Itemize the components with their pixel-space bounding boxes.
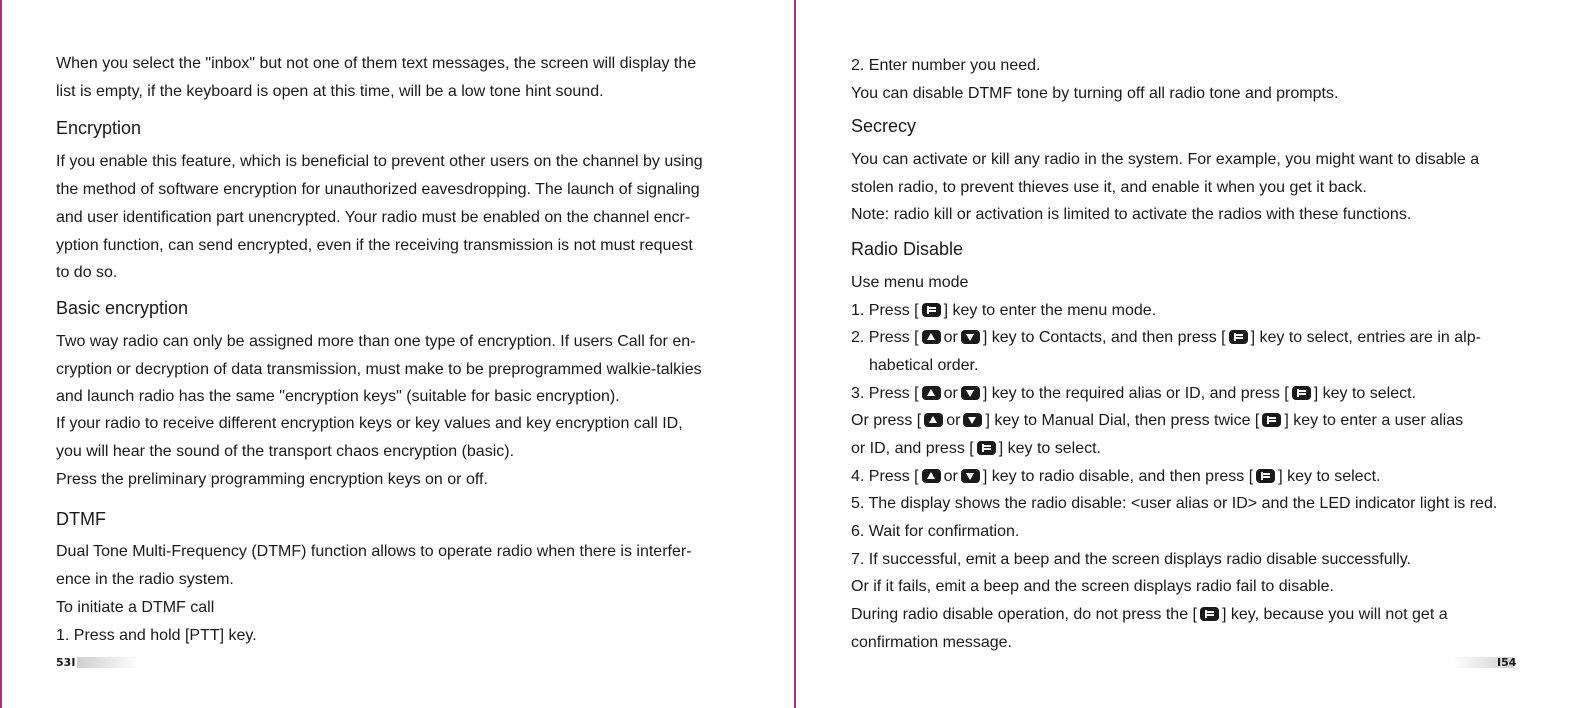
menu-key-icon	[1292, 386, 1311, 400]
step-text: 4. Press [	[851, 468, 919, 485]
up-arrow-key-icon	[922, 330, 941, 344]
step-text: ] key to enter a user alias	[1284, 412, 1464, 429]
page-number-separator: I	[71, 656, 76, 669]
text-line: the method of software encryption for unauthorized eavesdropping. The launch of signaling	[56, 181, 700, 198]
step-text: ] key to enter the menu mode.	[943, 302, 1157, 319]
down-arrow-key-icon	[961, 386, 980, 400]
step-text: 1. Press [	[851, 302, 919, 319]
step-text: or	[943, 329, 958, 346]
step-text: ] key to select.	[1278, 468, 1381, 485]
text-line: 2. Enter number you need.	[851, 57, 1041, 74]
page-edge-middle	[794, 0, 796, 708]
step-3-alternative	[851, 411, 1463, 431]
text-line: list is empty, if the keyboard is open at this time, will be a low tone hint sound.	[56, 83, 604, 100]
step-text: 3. Press [	[851, 385, 919, 402]
menu-key-icon	[922, 303, 941, 317]
text-line: you will hear the sound of the transport chaos encryption (basic).	[56, 443, 515, 460]
heading-dtmf: DTMF	[56, 509, 106, 529]
text-line: and launch radio has the same "encryption keys" (suitable for basic encryption).	[56, 388, 620, 405]
menu-key-icon	[1200, 607, 1219, 621]
warning-note-continued: confirmation message.	[851, 634, 1012, 651]
down-arrow-key-icon	[961, 330, 980, 344]
menu-key-icon	[977, 441, 996, 455]
menu-key-icon	[1229, 330, 1248, 344]
down-arrow-key-icon	[963, 413, 982, 427]
step-2	[851, 328, 1481, 348]
step-text: ] key to the required alias or ID, and press [	[982, 385, 1289, 402]
text-line: yption function, can send encrypted, even if the receiving transmission is not must request	[56, 237, 693, 254]
text-line: Use menu mode	[851, 274, 969, 291]
text-line: Press the preliminary programming encryption keys on or off.	[56, 471, 488, 488]
heading-radio-disable: Radio Disable	[851, 239, 964, 259]
note-text: ] key, because you will not get a	[1222, 606, 1448, 623]
page-edge-left	[0, 0, 2, 708]
heading-basic-encryption: Basic encryption	[56, 298, 189, 318]
step-5: 5. The display shows the radio disable: <user alias or ID> and the LED indicator light is red.	[851, 495, 1498, 512]
text-line: stolen radio, to prevent thieves use it, and enable it when you get it back.	[851, 179, 1367, 196]
text-line: ence in the radio system.	[56, 571, 234, 588]
step-text: 2. Press [	[851, 329, 919, 346]
step-6: 6. Wait for confirmation.	[851, 523, 1020, 540]
step-1	[851, 301, 1156, 321]
step-text: or	[943, 468, 958, 485]
text-line: cryption or decryption of data transmission, must make to be preprogrammed walkie-talkies	[56, 361, 702, 378]
text-line: If your radio to receive different encryption keys or key values and key encryption call ID,	[56, 415, 683, 432]
step-2-continued: habetical order.	[869, 357, 979, 374]
text-line: Note: radio kill or activation is limited to activate the radios with these functions.	[851, 206, 1412, 223]
step-text: or ID, and press [	[851, 440, 974, 457]
text-line: to do so.	[56, 264, 118, 281]
text-line: Two way radio can only be assigned more than one type of encryption. If users Call for en-	[56, 333, 696, 350]
page-number-right	[1497, 656, 1516, 669]
step-7: 7. If successful, emit a beep and the screen displays radio disable successfully.	[851, 551, 1411, 568]
step-text: ] key to select, entries are in alp-	[1250, 329, 1481, 346]
page-number-separator: I	[1497, 656, 1502, 669]
step-7-failure: Or if it fails, emit a beep and the screen displays radio fail to disable.	[851, 578, 1334, 595]
page-number-left: 53I	[56, 656, 76, 669]
step-text: Or press [	[851, 412, 922, 429]
page-number-value: 54	[1501, 656, 1517, 669]
text-line: To initiate a DTMF call	[56, 599, 215, 616]
text-line: You can disable DTMF tone by turning off all radio tone and prompts.	[851, 85, 1339, 102]
up-arrow-key-icon	[922, 469, 941, 483]
step-3-alternative-continued	[851, 439, 1101, 459]
text-line: When you select the "inbox" but not one of them text messages, the screen will display the	[56, 55, 697, 72]
step-text: ] key to Contacts, and then press [	[982, 329, 1226, 346]
text-line: 1. Press and hold [PTT] key.	[56, 627, 257, 644]
note-text: During radio disable operation, do not press the [	[851, 606, 1197, 623]
step-4	[851, 467, 1380, 487]
menu-key-icon	[1262, 413, 1281, 427]
step-text: ] key to select.	[998, 440, 1101, 457]
text-line: and user identification part unencrypted. Your radio must be enabled on the channel encr-	[56, 209, 691, 226]
page-number-bar-left	[77, 657, 139, 668]
warning-note	[851, 605, 1448, 625]
heading-encryption: Encryption	[56, 118, 142, 138]
down-arrow-key-icon	[961, 469, 980, 483]
step-text: or	[943, 385, 958, 402]
step-text: or	[946, 412, 961, 429]
heading-secrecy: Secrecy	[851, 116, 917, 136]
step-text: ] key to Manual Dial, then press twice [	[985, 412, 1260, 429]
text-line: You can activate or kill any radio in the system. For example, you might want to disable a	[851, 151, 1480, 168]
up-arrow-key-icon	[922, 386, 941, 400]
step-3	[851, 384, 1416, 404]
up-arrow-key-icon	[924, 413, 943, 427]
menu-key-icon	[1256, 469, 1275, 483]
text-line: If you enable this feature, which is beneficial to prevent other users on the channel by using	[56, 153, 703, 170]
step-text: ] key to select.	[1313, 385, 1417, 402]
step-text: ] key to radio disable, and then press [	[982, 468, 1254, 485]
text-line: Dual Tone Multi-Frequency (DTMF) function allows to operate radio when there is interfer-	[56, 543, 692, 560]
